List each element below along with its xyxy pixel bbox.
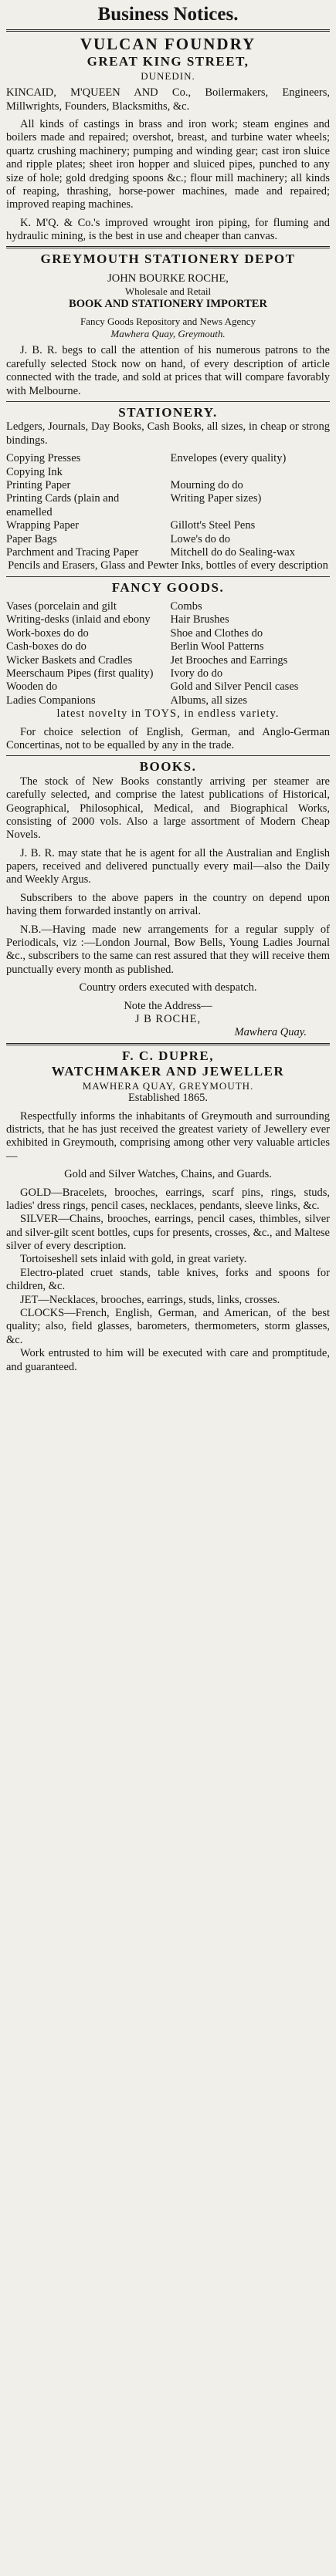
stationery-item: Mourning do do bbox=[170, 478, 243, 491]
stationery-item: Writing Paper sizes) bbox=[170, 492, 262, 505]
divider bbox=[6, 401, 330, 402]
fancy-heading: FANCY GOODS. bbox=[111, 579, 225, 595]
stationery-depot-ad bbox=[6, 252, 330, 1039]
fancy-item: Albums, all sizes bbox=[170, 694, 247, 707]
fancy-item: Ivory do do bbox=[170, 667, 223, 680]
page-title: Business Notices. bbox=[97, 4, 239, 25]
dupre-item: Work entrusted to him will be executed with care and promptitude, and guaranteed. bbox=[6, 1347, 330, 1373]
books-heading: BOOKS. bbox=[139, 759, 197, 775]
stationery-item: Printing Paper bbox=[6, 478, 71, 491]
stationery-item: Wrapping Paper bbox=[6, 519, 80, 532]
fancy-item: Berlin Wool Patterns bbox=[170, 640, 264, 653]
fancy-item: Combs bbox=[170, 600, 202, 613]
fancy-item: Wicker Baskets and Cradles bbox=[6, 653, 133, 667]
dupre-trade: WATCHMAKER AND JEWELLER bbox=[51, 1064, 285, 1079]
dupre-established: Established 1865. bbox=[127, 1092, 209, 1105]
dupre-items bbox=[6, 1187, 330, 1374]
concertinas-notice: For choice selection of English, German, and Anglo-German Concertinas, not to be equalled by any in the trade. bbox=[6, 725, 330, 751]
stationery-item: Paper Bags bbox=[6, 532, 57, 545]
stationery-item: Parchment and Tracing Paper bbox=[6, 545, 139, 559]
dupre-item: GOLD—Bracelets, brooches, earrings, scarf pins, rings, studs, ladies' dress rings, pencil cases, necklaces, pendants, sleeve links, &c. bbox=[6, 1186, 330, 1212]
stationery-tail: Pencils and Erasers, Glass and Pewter Inks, bottles of every description bbox=[8, 559, 328, 572]
dupre-item: CLOCKS—French, English, German, and American, of the best quality; also, field glasses, barometers, thermometers, storm glasses, &c. bbox=[6, 1307, 330, 1346]
stationery-item: Envelopes (every quality) bbox=[170, 452, 287, 465]
fancy-item: Work-boxes do do bbox=[6, 626, 89, 640]
vulcan-body: All kinds of castings in brass and iron work; steam engines and boilers made and repaired; overshot, breast, and turbine water wheels; quartz crushing machinery; pumping and winding gear; cast iron sluice and ripple plates; sheet iron hopper and sluiced pipes, punched to any size of hole; gold dredging spoons &c.; flour mill machinery; all kinds of reaping, thrashing, horse-power machines, made and repaired; improved reaping machines. bbox=[6, 117, 330, 211]
dupre-item: Electro-plated cruet stands, table knives, forks and spoons for children, &c. bbox=[6, 1266, 330, 1293]
stationery-list bbox=[6, 452, 330, 559]
stationery-item: Copying Presses bbox=[6, 452, 81, 465]
depot-name: GREYMOUTH STATIONERY DEPOT bbox=[40, 252, 296, 267]
fancy-item: Hair Brushes bbox=[170, 613, 229, 626]
dupre-intro: Respectfully informs the inhabitants of Greymouth and surrounding districts, that he has just received the greatest variety of Jewellery ever exhibited in Greymouth, comprising among other very valuable articles— bbox=[6, 1109, 330, 1163]
depot-location: Mawhera Quay, Greymouth. bbox=[110, 327, 226, 339]
stationery-item: Gillott's Steel Pens bbox=[170, 519, 256, 532]
depot-type: BOOK AND STATIONERY IMPORTER bbox=[69, 297, 267, 310]
divider bbox=[6, 1043, 330, 1045]
address-label: Note the Address— bbox=[124, 999, 212, 1012]
vulcan-foundry-ad bbox=[6, 35, 330, 243]
stationery-intro: Ledgers, Journals, Day Books, Cash Books, all sizes, in cheap or strong bindings. bbox=[6, 420, 330, 447]
divider bbox=[6, 755, 330, 756]
fancy-item: Meerschaum Pipes (first quality) bbox=[6, 667, 154, 680]
newspaper-column bbox=[6, 0, 330, 1374]
dupre-item: JET—Necklaces, brooches, earrings, studs, links, crosses. bbox=[20, 1293, 280, 1306]
stationery-heading: STATIONERY. bbox=[118, 404, 218, 420]
books-paragraph: Subscribers to the above papers in the country on depend upon having them forwarded instantly on arrival. bbox=[6, 891, 330, 918]
dupre-name: F. C. DUPRE, bbox=[122, 1048, 214, 1063]
books-paragraph: Country orders executed with despatch. bbox=[79, 981, 257, 994]
dupre-location: MAWHERA QUAY, GREYMOUTH. bbox=[82, 1079, 254, 1092]
depot-owner: JOHN BOURKE ROCHE, bbox=[107, 272, 229, 285]
dupre-item: SILVER—Chains, brooches, earrings, pencil cases, thimbles, silver and silver-gilt scent bottles, cups for presents, crosses, &c., and Maltese silver of every description. bbox=[6, 1213, 330, 1253]
books-paragraph: J. B. R. may state that he is agent for all the Australian and English papers, received and delivered punctually every mail—also the Daily and Weekly Argus. bbox=[6, 846, 330, 886]
divider bbox=[6, 246, 330, 248]
stationery-item: Mitchell do do Sealing-wax bbox=[170, 545, 295, 559]
stationery-item: Printing Cards (plain and enamelled bbox=[6, 492, 120, 518]
books-paragraph: The stock of New Books constantly arriving per steamer are carefully selected, and comprise the latest publications of Historical, Geographical, Philosophical, Medical, and Biographical Works, consisting of 2000 vols. Also a large assortment of Modern Cheap Novels. bbox=[6, 775, 330, 842]
vulcan-intro: KINCAID, M'QUEEN AND Co., Boilermakers, Engineers, Millwrights, Founders, Blacksmiths, &c. bbox=[6, 86, 330, 113]
address-name: J B ROCHE, bbox=[134, 1013, 202, 1025]
dupre-item: Tortoiseshell sets inlaid with gold, in great variety. bbox=[20, 1253, 247, 1266]
fancy-item: Jet Brooches and Earrings bbox=[170, 653, 288, 667]
dupre-watches: Gold and Silver Watches, Chains, and Guards. bbox=[64, 1168, 272, 1181]
fancy-list bbox=[6, 600, 330, 707]
books-paragraph: N.B.—Having made new arrangements for a regular supply of Periodicals, viz :—London Journal, Bow Bells, Young Ladies Journal &c., subscribers to the same can rest assured that they will receive them punctually every month as published. bbox=[6, 923, 330, 976]
vulcan-tail: K. M'Q. & Co.'s improved wrought iron piping, for fluming and hydraulic mining, is the best in use and cheaper than canvas. bbox=[6, 216, 330, 243]
divider bbox=[6, 29, 330, 32]
fancy-item: Vases (porcelain and gilt bbox=[6, 600, 117, 613]
fancy-tail: latest novelty in TOYS, in endless variety. bbox=[56, 707, 280, 721]
depot-trade: Wholesale and Retail bbox=[124, 285, 212, 298]
stationery-item: Copying Ink bbox=[6, 465, 63, 478]
stationery-item bbox=[171, 466, 331, 479]
stationery-item: Lowe's do do bbox=[170, 532, 231, 545]
fancy-item: Wooden do bbox=[6, 680, 58, 694]
fancy-item: Gold and Silver Pencil cases bbox=[170, 680, 299, 694]
fancy-item: Shoe and Clothes do bbox=[170, 626, 263, 640]
depot-agency: Fancy Goods Repository and News Agency bbox=[80, 316, 256, 328]
address-place: Mawhera Quay. bbox=[234, 1026, 307, 1039]
dupre-jeweller-ad bbox=[6, 1048, 330, 1374]
fancy-item: Writing-desks (inlaid and ebony bbox=[6, 613, 151, 626]
depot-notice: J. B. R. begs to call the attention of his numerous patrons to the carefully selected Stock now on hand, of every description of article connected with the trade, and sold at prices that will compare favorably with Melbourne. bbox=[6, 344, 330, 397]
fancy-item: Ladies Companions bbox=[6, 694, 96, 707]
fancy-item: Cash-boxes do do bbox=[6, 640, 87, 653]
divider bbox=[6, 576, 330, 577]
vulcan-street: GREAT KING STREET, bbox=[87, 54, 249, 69]
vulcan-town: DUNEDIN. bbox=[141, 69, 195, 82]
vulcan-name: VULCAN FOUNDRY bbox=[80, 35, 256, 53]
